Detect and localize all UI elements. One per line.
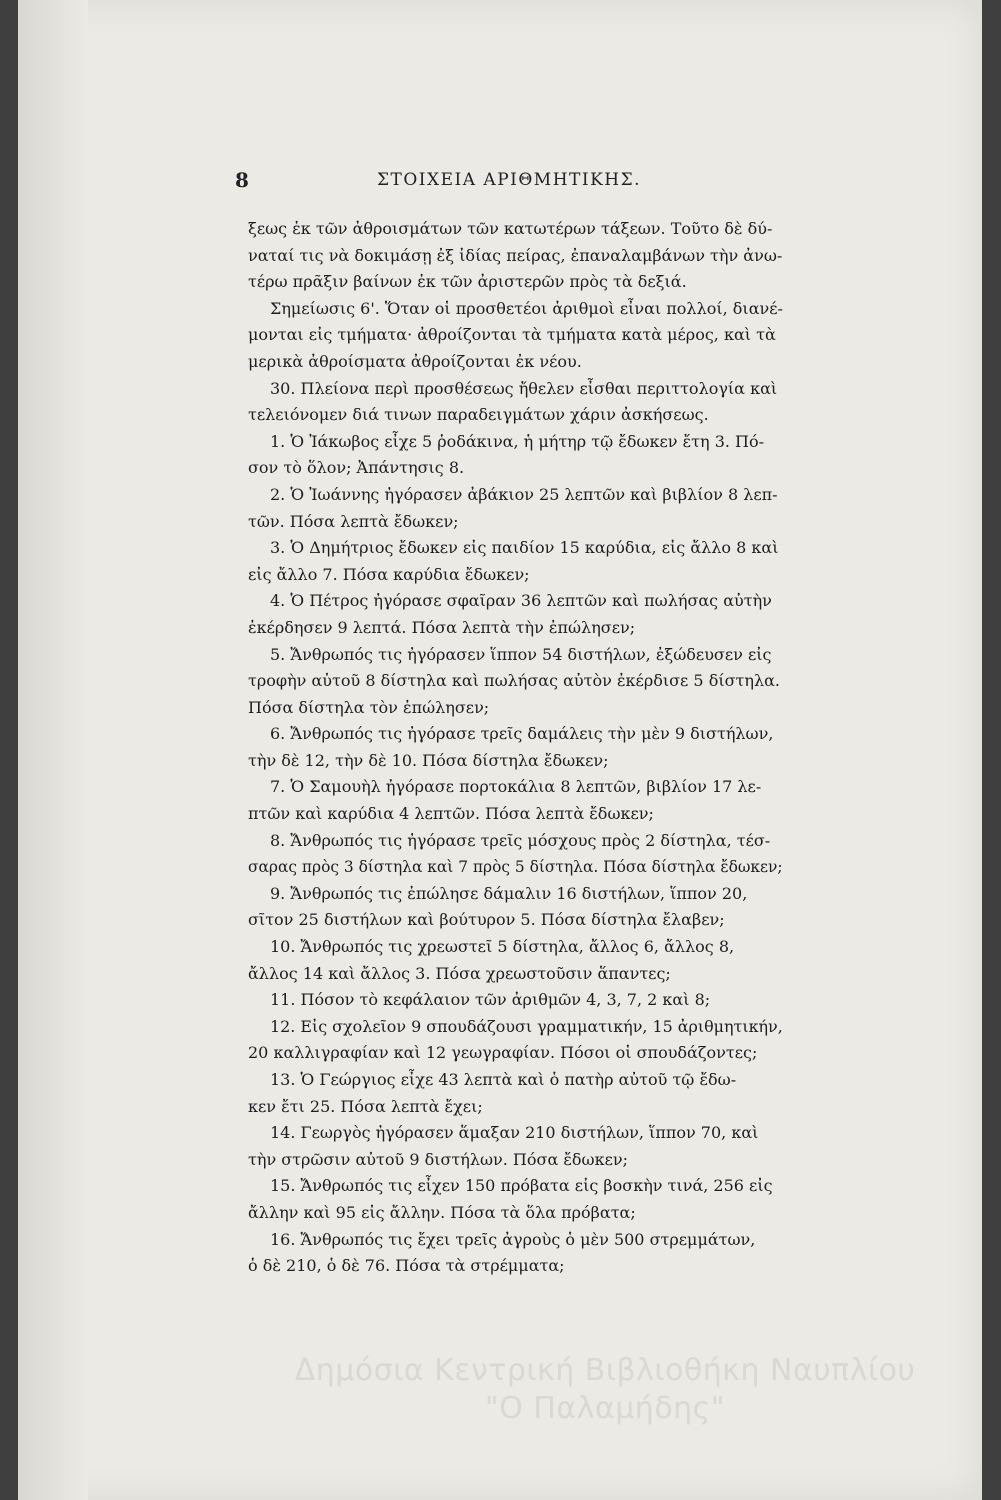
text-line: ὁ δὲ 210, ὁ δὲ 76. Πόσα τὰ στρέμματα; xyxy=(248,1256,565,1276)
text-line: τροφὴν αὐτοῦ 8 δίστηλα καὶ πωλήσας αὐτὸν ἐκέρδισε 5 δίστηλα. xyxy=(248,671,780,691)
text-line: 16. Ἄνθρωπός τις ἔχει τρεῖς ἀγροὺς ὁ μὲν 500 στρεμμάτων, xyxy=(270,1229,756,1249)
running-title: ΣΤΟΙΧΕΙΑ ΑΡΙΘΜΗΤΙΚΗΣ. xyxy=(377,170,642,190)
text-line: 7. Ὁ Σαμουὴλ ἠγόρασε πορτοκάλια 8 λεπτῶν, βιβλίον 17 λε- xyxy=(270,777,762,797)
text-line: 12. Εἰς σχολεῖον 9 σπουδάζουσι γραμματικήν, 15 ἀριθμητικήν, xyxy=(270,1016,783,1036)
text-line: ναταί τις νὰ δοκιμάσῃ ἐξ ἰδίας πείρας, ἐπαναλαμβάνων τὴν ἀνω- xyxy=(248,245,783,265)
page-header xyxy=(235,168,795,198)
library-watermark xyxy=(225,1352,985,1428)
page-gutter-shadow xyxy=(18,0,88,1500)
text-line: 5. Ἄνθρωπός τις ἠγόρασεν ἵππον 54 διστήλων, ἐξώδευσεν εἰς xyxy=(270,644,772,664)
text-line: κεν ἔτι 25. Πόσα λεπτὰ ἔχει; xyxy=(248,1096,483,1116)
text-line: ἄλλος 14 καὶ ἄλλος 3. Πόσα χρεωστοῦσιν ἅπαντες; xyxy=(248,963,671,983)
page-number: 8 xyxy=(235,168,249,192)
text-line: σῖτον 25 διστήλων καὶ βούτυρον 5. Πόσα δίστηλα ἔλαβεν; xyxy=(248,910,725,930)
text-line: 14. Γεωργὸς ἠγόρασεν ἅμαξαν 210 διστήλων, ἵππον 70, καὶ xyxy=(270,1123,759,1143)
text-line: 20 καλλιγραφίαν καὶ 12 γεωγραφίαν. Πόσοι οἱ σπουδάζοντες; xyxy=(248,1043,758,1063)
text-line: 6. Ἄνθρωπός τις ἠγόρασε τρεῖς δαμάλεις τὴν μὲν 9 διστήλων, xyxy=(270,724,774,744)
text-line: τέρω πρᾶξιν βαίνων ἐκ τῶν ἀριστερῶν πρὸς τὰ δεξιά. xyxy=(248,272,687,292)
text-line: πτῶν καὶ καρύδια 4 λεπτῶν. Πόσα λεπτὰ ἔδωκεν; xyxy=(248,804,654,824)
watermark-line-1: Δημόσια Κεντρική Βιβλιοθήκη Ναυπλίου xyxy=(294,1353,916,1388)
text-line: Σημείωσις 6'. Ὅταν οἱ προσθετέοι ἀριθμοὶ εἶναι πολλοί, διανέ- xyxy=(270,298,783,318)
text-line: 3. Ὁ Δημήτριος ἔδωκεν εἰς παιδίον 15 καρύδια, εἰς ἄλλο 8 καὶ xyxy=(270,538,779,558)
text-line: 2. Ὁ Ἰωάννης ἠγόρασεν ἀβάκιον 25 λεπτῶν καὶ βιβλίον 8 λεπ- xyxy=(270,484,778,504)
text-line: 15. Ἄνθρωπός τις εἶχεν 150 πρόβατα εἰς βοσκὴν τινά, 256 εἰς xyxy=(270,1176,773,1196)
text-line: 13. Ὁ Γεώργιος εἶχε 43 λεπτὰ καὶ ὁ πατὴρ αὐτοῦ τῷ ἔδω- xyxy=(270,1070,737,1089)
text-line: τῶν. Πόσα λεπτὰ ἔδωκεν; xyxy=(248,511,459,531)
text-line: 8. Ἄνθρωπός τις ἠγόρασε τρεῖς μόσχους πρὸς 2 δίστηλα, τέσ- xyxy=(270,830,771,850)
text-line: τὴν στρῶσιν αὐτοῦ 9 διστήλων. Πόσα ἔδωκεν; xyxy=(248,1149,628,1169)
body-text xyxy=(248,216,783,1280)
watermark-line-2: "Ο Παλαμήδης" xyxy=(484,1391,726,1426)
text-line: 1. Ὁ Ἰάκωβος εἶχε 5 ῥοδάκινα, ἡ μήτηρ τῷ ἔδωκεν ἔτη 3. Πό- xyxy=(270,431,765,451)
text-line: ἄλλην καὶ 95 εἰς ἄλλην. Πόσα τὰ ὅλα πρόβατα; xyxy=(248,1202,636,1222)
text-line: μονται εἰς τμήματα· ἀθροίζονται τὰ τμήματα κατὰ μέρος, καὶ τὰ xyxy=(248,325,776,345)
text-line: εἰς ἄλλο 7. Πόσα καρύδια ἔδωκεν; xyxy=(248,564,530,584)
text-line: σον τὸ ὅλον; Ἀπάντησις 8. xyxy=(248,458,465,478)
text-line: 11. Πόσον τὸ κεφάλαιον τῶν ἀριθμῶν 4, 3, 7, 2 καὶ 8; xyxy=(270,990,711,1010)
text-line: σαρας πρὸς 3 δίστηλα καὶ 7 πρὸς 5 δίστηλα. Πόσα δίστηλα ἔδωκεν; xyxy=(248,858,783,877)
text-line: τὴν δὲ 12, τὴν δὲ 10. Πόσα δίστηλα ἔδωκεν; xyxy=(248,750,609,770)
text-line: μερικὰ ἀθροίσματα ἀθροίζονται ἐκ νέου. xyxy=(248,351,582,371)
text-line: Πόσα δίστηλα τὸν ἐπώλησεν; xyxy=(248,697,490,717)
text-line: ξεως ἐκ τῶν ἀθροισμάτων τῶν κατωτέρων τάξεων. Τοῦτο δὲ δύ- xyxy=(248,219,773,238)
text-line: 30. Πλείονα περὶ προσθέσεως ἤθελεν εἶσθαι περιττολογία καὶ xyxy=(270,378,778,398)
text-line: 9. Ἄνθρωπός τις ἐπώλησε δάμαλιν 16 διστήλων, ἵππον 20, xyxy=(270,883,748,903)
text-line: 10. Ἄνθρωπός τις χρεωστεῖ 5 δίστηλα, ἄλλος 6, ἄλλος 8, xyxy=(270,937,735,957)
text-line: τελειόνομεν διά τινων παραδειγμάτων χάριν ἀσκήσεως. xyxy=(248,405,709,425)
text-line: 4. Ὁ Πέτρος ἠγόρασε σφαῖραν 36 λεπτῶν καὶ πωλήσας αὐτὴν xyxy=(270,591,772,611)
text-line: ἐκέρδησεν 9 λεπτά. Πόσα λεπτὰ τὴν ἐπώλησεν; xyxy=(248,617,636,637)
